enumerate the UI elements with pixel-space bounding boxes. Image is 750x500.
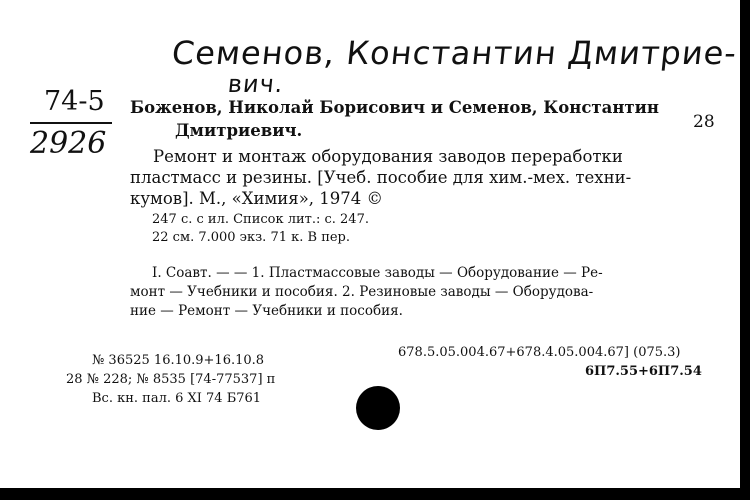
subjects-line-3: ние — Ремонт — Учебники и пособия. bbox=[130, 303, 403, 319]
footer-chamber: Вс. кн. пал. 6 XI 74 Б761 bbox=[92, 391, 262, 406]
punch-hole bbox=[356, 386, 400, 430]
footer-registration: 28 № 228; № 8535 [74-77537] п bbox=[66, 372, 276, 387]
footer-udc: 678.5.05.004.67+678.4.05.004.67] (075.3) bbox=[398, 345, 681, 360]
physical-description-2: 22 см. 7.000 экз. 71 к. В пер. bbox=[152, 230, 351, 245]
physical-description-1: 247 с. с ил. Список лит.: с. 247. bbox=[152, 212, 369, 227]
shelfmark-top: 74-5 bbox=[44, 86, 105, 117]
subjects-line-2: монт — Учебники и пособия. 2. Резиновые заводы — Оборудова- bbox=[130, 284, 594, 300]
subjects-line-1: I. Соавт. — — 1. Пластмассовые заводы — Оборудование — Ре- bbox=[152, 265, 603, 281]
card-number: 28 bbox=[693, 112, 715, 132]
footer-bbk: 6П7.55+6П7.54 bbox=[585, 364, 702, 379]
scan-border-bottom bbox=[0, 488, 750, 500]
scan-border-right bbox=[740, 0, 750, 500]
handwritten-author-line: Семенов, Константин Дмитрие- bbox=[170, 34, 739, 72]
authors-heading: Боженов, Николай Борисович и Семенов, Константин bbox=[130, 98, 659, 117]
title-line-2: пластмасс и резины. [Учеб. пособие для хим.-мех. техни- bbox=[130, 168, 632, 187]
shelfmark-bottom: 2926 bbox=[30, 126, 107, 161]
footer-accession: № 36525 16.10.9+16.10.8 bbox=[92, 353, 265, 368]
title-line-3: кумов]. М., «Химия», 1974 © bbox=[130, 189, 384, 208]
handwritten-author-continuation: вич. bbox=[226, 70, 286, 98]
authors-heading-continuation: Дмитриевич. bbox=[175, 121, 303, 140]
shelfmark-divider bbox=[30, 122, 112, 124]
title-line-1: Ремонт и монтаж оборудования заводов переработки bbox=[153, 147, 623, 166]
